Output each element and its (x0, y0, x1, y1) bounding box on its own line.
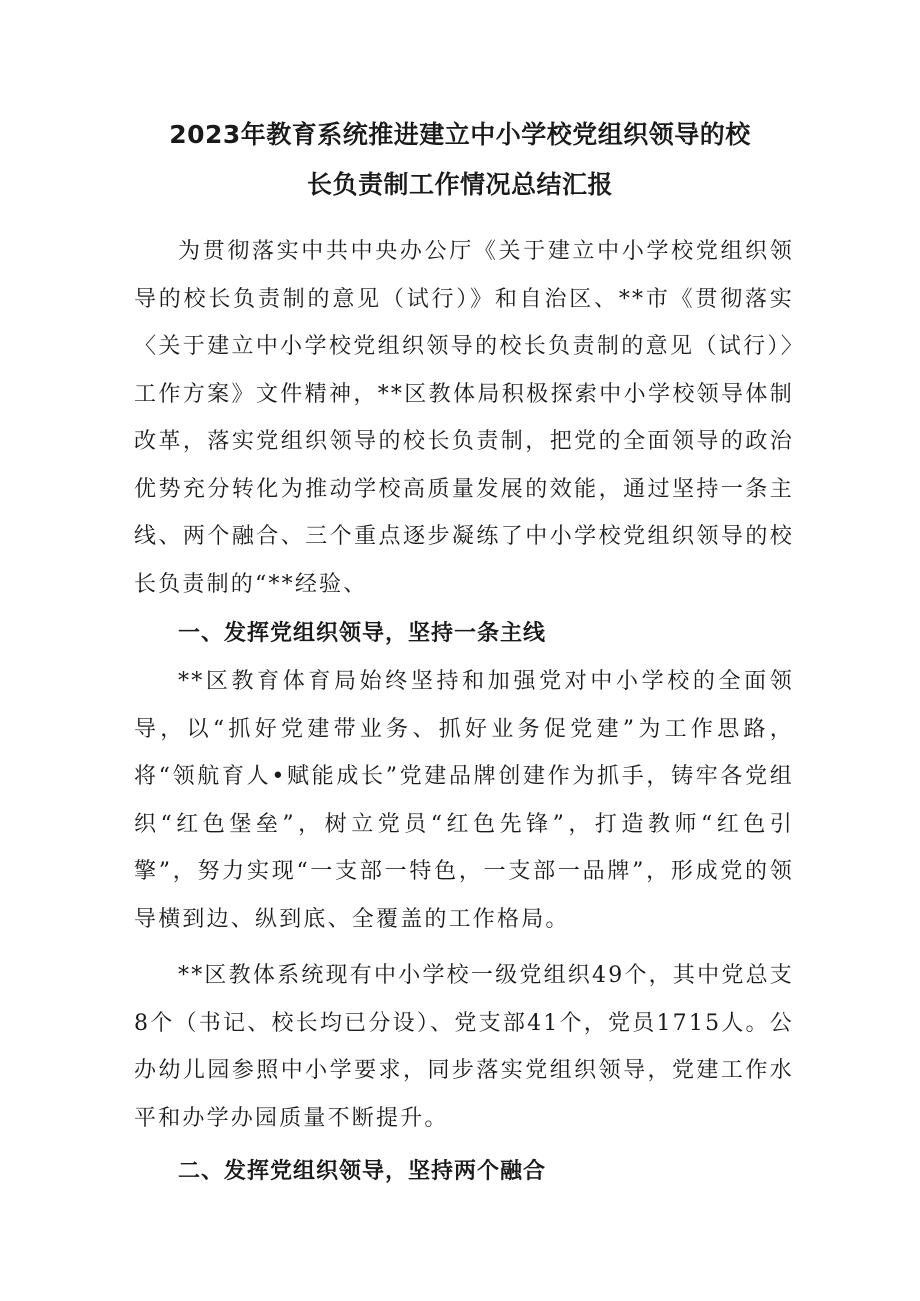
document-title-line-2: 长负责制工作情况总结汇报 (306, 170, 613, 199)
section-heading-2: 二、发挥党组织领导，坚持两个融合 (178, 1159, 547, 1184)
section-heading-1: 一、发挥党组织领导，坚持一条主线 (178, 621, 547, 646)
intro-paragraph: 为贯彻落实中共中央办公厅《关于建立中小学校党组织领导的校长负责制的意见（试行）》和自治区、**市《贯彻落实〈关于建立中小学校党组织领导的校长负责制的意见（试行）〉工作方案》文件精神，**区教体局积极探索中小学校领导体制改革，落实党组织领导的校长负责制，把党的全面领导的政治优势充分转化为推动学校高质量发展的效能，通过坚持一条主线、两个融合、三个重点逐步凝练了中小学校党组织领导的校长负责制的“**经验、 (134, 239, 794, 597)
section-1-paragraph-2: **区教体系统现有中小学校一级党组织49个，其中党总支8个（书记、校长均已分设）、党支部41个，党员1715人。公办幼儿园参照中小学要求，同步落实党组织领导，党建工作水平和办学办园质量不断提升。 (134, 963, 794, 1131)
document-title-line-1: 2023年教育系统推进建立中小学校党组织领导的校 (169, 120, 751, 149)
section-1-paragraph-1: **区教育体育局始终坚持和加强党对中小学校的全面领导，以“抓好党建带业务、抓好业务促党建”为工作思路，将“领航育人•赋能成长”党建品牌创建作为抓手，铸牢各党组织“红色堡垒”，树立党员“红色先锋”，打造教师“红色引擎”，努力实现“一支部一特色，一支部一品牌”，形成党的领导横到边、纵到底、全覆盖的工作格局。 (134, 669, 794, 932)
